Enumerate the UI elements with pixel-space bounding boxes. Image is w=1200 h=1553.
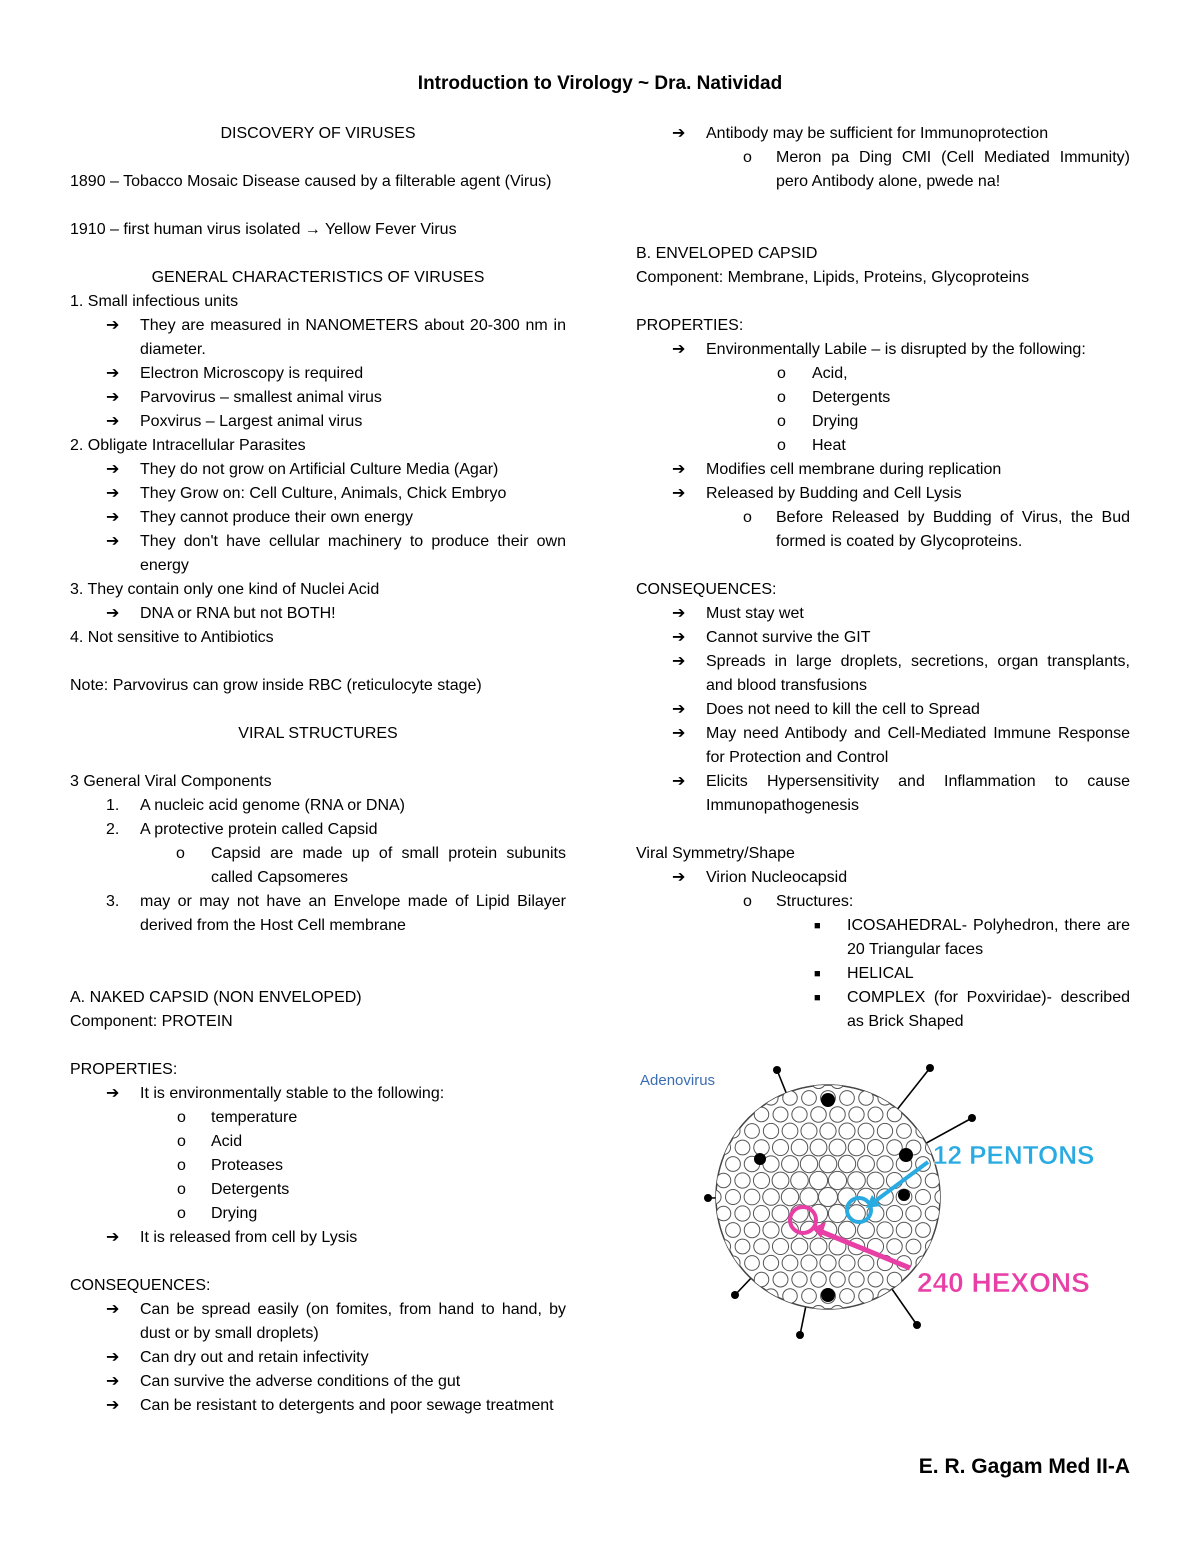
arrow-icon: ➔ (672, 629, 686, 646)
list-item: ➔ They are measured in NANOMETERS about 20-300 nm in diameter. (70, 314, 566, 362)
list-item: ➔ Elicits Hypersensitivity and Inflammation to cause Immunopathogenesis (636, 770, 1130, 818)
hexon-capsomere (848, 1172, 866, 1190)
hexon-capsomere (735, 1239, 750, 1254)
discovery-heading: DISCOVERY OF VIRUSES (220, 125, 416, 142)
hexon-capsomere (838, 1155, 855, 1172)
hexon-capsomere (782, 1123, 798, 1139)
naked-properties-heading: PROPERTIES: (70, 1061, 178, 1078)
hexon-capsomere (791, 1139, 808, 1156)
hexon-capsomere (801, 1255, 817, 1271)
list-item: ➔ They Grow on: Cell Culture, Animals, Chick Embryo (70, 482, 566, 506)
hexon-capsomere (916, 1223, 931, 1238)
list-item: o Acid, (636, 362, 1130, 386)
hexon-capsomere (886, 1205, 902, 1221)
hexon-capsomere (745, 1124, 760, 1139)
hexon-capsomere (830, 1107, 845, 1122)
hexon-capsomere (792, 1107, 807, 1122)
characteristic-1: 1. Small infectious units (70, 293, 239, 310)
left-column (70, 98, 566, 1418)
bullet-o-icon: o (177, 1181, 186, 1198)
list-item: ➔ Can be resistant to detergents and poor sewage treatment (70, 1394, 566, 1418)
arrow-icon: ➔ (106, 365, 120, 382)
hexon-capsomere (745, 1256, 760, 1271)
hexon-capsomere (925, 1239, 939, 1253)
arrow-icon: ➔ (672, 725, 686, 742)
arrow-icon: ➔ (672, 605, 686, 622)
hexon-capsomere (772, 1139, 788, 1155)
list-item: ➔ Antibody may be sufficient for Immunoprotection (636, 122, 1130, 146)
hexon-capsomere (828, 1204, 846, 1222)
hexon-capsomere (716, 1206, 731, 1221)
hexon-capsomere (782, 1156, 799, 1173)
enveloped-capsid-heading: B. ENVELOPED CAPSID (636, 245, 818, 262)
hexon-capsomere (735, 1140, 750, 1155)
list-item: 3. may or may not have an Envelope made of Lipid Bilayer derived from the Host Cell membrane (70, 890, 566, 938)
hexon-capsomere (819, 1188, 838, 1207)
hexon-capsomere (849, 1107, 864, 1122)
arrow-icon: ➔ (106, 1373, 120, 1390)
list-item: ➔ It is environmentally stable to the following: (70, 1082, 566, 1106)
hexon-capsomere (811, 1074, 825, 1088)
arrow-icon: ➔ (672, 125, 686, 142)
list-item: ➔ Released by Budding and Cell Lysis (636, 482, 1130, 506)
list-item: ➔ Parvovirus – smallest animal virus (70, 386, 566, 410)
list-number: 3. (106, 893, 120, 910)
bullet-o-icon: o (177, 1157, 186, 1174)
hexon-capsomere (839, 1123, 855, 1139)
hexon-capsomere (802, 1289, 817, 1304)
hexon-capsomere (830, 1305, 844, 1319)
list-item: ➔ Does not need to kill the cell to Spread (636, 698, 1130, 722)
square-bullet-icon: ■ (814, 992, 821, 1004)
arrow-icon: ➔ (106, 509, 120, 526)
hexon-capsomere (801, 1123, 817, 1139)
hexon-capsomere (744, 1222, 759, 1237)
list-item: ➔ DNA or RNA but not BOTH! (70, 602, 566, 626)
hexon-capsomere (735, 1206, 750, 1221)
hexon-capsomere (716, 1173, 731, 1188)
list-item: o Capsid are made up of small protein subunits called Capsomeres (70, 842, 566, 890)
hexon-capsomere (773, 1107, 788, 1122)
list-item: o Heat (636, 434, 1130, 458)
hexon-capsomere (782, 1255, 798, 1271)
hexon-capsomere (772, 1238, 788, 1254)
arrow-icon: ➔ (672, 869, 686, 886)
square-bullet-icon: ■ (814, 920, 821, 932)
list-item: o Drying (636, 410, 1130, 434)
hexon-capsomere (802, 1091, 817, 1106)
hexon-capsomere (810, 1238, 827, 1255)
hexon-capsomere (773, 1272, 788, 1287)
hexon-capsomere (772, 1205, 789, 1222)
pentons-label: 12 PENTONS (933, 1140, 1095, 1170)
arrow-icon: ➔ (106, 485, 120, 502)
hexon-capsomere (811, 1107, 826, 1122)
list-item: ➔ It is released from cell by Lysis (70, 1226, 566, 1250)
list-item: ➔ Can dry out and retain infectivity (70, 1346, 566, 1370)
page-title: Introduction to Virology ~ Dra. Natividad (417, 73, 783, 94)
hexon-capsomere (763, 1123, 778, 1138)
arrow-icon: ➔ (106, 1301, 120, 1318)
hexon-capsomere (858, 1255, 874, 1271)
hexon-capsomere (753, 1205, 769, 1221)
hexon-capsomere (744, 1189, 760, 1205)
list-item: ➔ They don't have cellular machinery to produce their own energy (70, 530, 566, 578)
hexon-capsomere (754, 1140, 769, 1155)
list-item: o Meron pa Ding CMI (Cell Mediated Immunity) pero Antibody alone, pwede na! (636, 146, 1130, 194)
characteristic-4: 4. Not sensitive to Antibiotics (70, 629, 274, 646)
hexon-capsomere (877, 1222, 893, 1238)
hexon-capsomere (887, 1239, 902, 1254)
hexon-capsomere (800, 1155, 817, 1172)
list-item: ➔ Environmentally Labile – is disrupted by the following: (636, 338, 1130, 362)
hexon-capsomere (735, 1173, 750, 1188)
enveloped-consequences-heading: CONSEQUENCES: (636, 581, 777, 598)
figure-title: Adenovirus (640, 1072, 716, 1089)
list-item: o Proteases (70, 1154, 566, 1178)
hexon-capsomere (753, 1172, 769, 1188)
hexon-capsomere (810, 1139, 827, 1156)
hexon-capsomere (791, 1172, 809, 1190)
list-item: ➔ They cannot produce their own energy (70, 506, 566, 530)
hexon-capsomere (858, 1222, 875, 1239)
bullet-o-icon: o (777, 413, 786, 430)
arrow-icon: ➔ (106, 1397, 120, 1414)
hexon-capsomere (887, 1107, 902, 1122)
hexon-capsomere (868, 1107, 883, 1122)
hexon-capsomere (897, 1124, 912, 1139)
list-item: ➔ May need Antibody and Cell-Mediated Immune Response for Protection and Control (636, 722, 1130, 770)
list-item: ■ ICOSAHEDRAL- Polyhedron, there are 20 Triangular faces (636, 914, 1130, 962)
hexon-capsomere (726, 1157, 741, 1172)
list-item: ➔ Modifies cell membrane during replication (636, 458, 1130, 482)
arrow-icon: ➔ (672, 773, 686, 790)
hexon-capsomere (754, 1107, 769, 1122)
bullet-o-icon: o (777, 389, 786, 406)
discovery-1890: 1890 – Tobacco Mosaic Disease caused by a filterable agent (Virus) (70, 173, 552, 190)
viral-structures-heading: VIRAL STRUCTURES (238, 725, 398, 742)
list-item: ➔ Spreads in large droplets, secretions, organ transplants, and blood transfusions (636, 650, 1130, 698)
hexon-capsomere (820, 1255, 836, 1271)
list-item: ➔ Cannot survive the GIT (636, 626, 1130, 650)
list-item: 1. A nucleic acid genome (RNA or DNA) (70, 794, 566, 818)
hexon-capsomere (791, 1238, 808, 1255)
characteristic-3: 3. They contain only one kind of Nuclei Acid (70, 581, 380, 598)
hexon-capsomere (868, 1272, 883, 1287)
hexon-capsomere (763, 1222, 779, 1238)
adenovirus-figure (630, 1060, 1095, 1345)
hexon-capsomere (811, 1272, 826, 1287)
hexon-capsomere (867, 1139, 883, 1155)
list-item: ➔ They do not grow on Artificial Culture Media (Agar) (70, 458, 566, 482)
hexons-label: 240 HEXONS (917, 1267, 1090, 1298)
hexon-capsomere (935, 1190, 949, 1204)
symmetry-heading: Viral Symmetry/Shape (636, 845, 795, 862)
hexon-capsomere (840, 1091, 855, 1106)
list-item: o Structures: (636, 890, 1130, 914)
bullet-o-icon: o (743, 509, 752, 526)
hexon-capsomere (925, 1173, 940, 1188)
hexon-capsomere (819, 1155, 837, 1173)
hexon-capsomere (763, 1255, 778, 1270)
components-heading: 3 General Viral Components (70, 773, 272, 790)
hexon-capsomere (916, 1190, 931, 1205)
arrow-icon: ➔ (106, 413, 120, 430)
arrow-icon: ➔ (672, 461, 686, 478)
bullet-o-icon: o (743, 893, 752, 910)
arrow-icon: ➔ (672, 653, 686, 670)
bullet-o-icon: o (777, 365, 786, 382)
hexon-capsomere (838, 1221, 855, 1238)
hexon-capsomere (829, 1139, 846, 1156)
bullet-o-icon: o (177, 1109, 186, 1126)
hexon-capsomere (800, 1188, 818, 1206)
hexon-capsomere (830, 1272, 845, 1287)
naked-consequences-heading: CONSEQUENCES: (70, 1277, 211, 1294)
list-item: o Drying (70, 1202, 566, 1226)
bullet-o-icon: o (777, 437, 786, 454)
arrow-icon: ➔ (106, 1229, 120, 1246)
hexon-capsomere (772, 1172, 789, 1189)
hexon-capsomere (726, 1256, 740, 1270)
discovery-1910: 1910 – first human virus isolated → Yellow Fever Virus (70, 221, 457, 238)
hexon-capsomere (839, 1255, 855, 1271)
enveloped-properties-heading: PROPERTIES: (636, 317, 744, 334)
arrow-icon: ➔ (672, 341, 686, 358)
hexon-capsomere (754, 1272, 769, 1287)
list-item: o Acid (70, 1130, 566, 1154)
list-item: ■ HELICAL (636, 962, 1130, 986)
hexon-capsomere (809, 1171, 827, 1189)
hexon-capsomere (716, 1239, 730, 1253)
hexon-capsomere (867, 1172, 884, 1189)
arrow-icon: ➔ (106, 605, 120, 622)
author-footer: E. R. Gagam Med II-A (918, 1455, 1130, 1478)
hexon-capsomere (726, 1223, 741, 1238)
arrow-icon: ➔ (106, 389, 120, 406)
list-number: 2. (106, 821, 120, 838)
arrow-icon: ➔ (106, 1349, 120, 1366)
arrow-icon: ➔ (106, 461, 120, 478)
general-characteristics-heading: GENERAL CHARACTERISTICS OF VIRUSES (151, 269, 485, 286)
list-item: ➔ Can be spread easily (on fomites, from hand to hand, by dust or by small droplets) (70, 1298, 566, 1346)
hexon-capsomere (792, 1272, 807, 1287)
hexon-capsomere (811, 1305, 825, 1319)
hexon-capsomere (858, 1123, 874, 1139)
hexon-capsomere (781, 1188, 798, 1205)
hexon-capsomere (906, 1206, 921, 1221)
arrow-icon: ➔ (106, 317, 120, 334)
hexon-capsomere (830, 1074, 844, 1088)
naked-capsid-heading: A. NAKED CAPSID (NON ENVELOPED) (70, 989, 362, 1006)
arrow-icon: ➔ (106, 533, 120, 550)
list-item: o Before Released by Budding of Virus, the Bud formed is coated by Glycoproteins. (636, 506, 1130, 554)
list-item: ➔ Poxvirus – Largest animal virus (70, 410, 566, 434)
hexon-capsomere (887, 1272, 902, 1287)
list-item: 2. A protective protein called Capsid (70, 818, 566, 842)
list-item: ■ COMPLEX (for Poxviridae)- described as Brick Shaped (636, 986, 1130, 1034)
hexon-capsomere (877, 1156, 893, 1172)
bullet-o-icon: o (177, 1133, 186, 1150)
list-item: o Detergents (636, 386, 1130, 410)
list-item: ➔ Can survive the adverse conditions of the gut (70, 1370, 566, 1394)
hexon-capsomere (848, 1139, 865, 1156)
hexon-capsomere (916, 1124, 930, 1138)
square-bullet-icon: ■ (814, 968, 821, 980)
hexon-capsomere (925, 1206, 940, 1221)
hexon-capsomere (858, 1156, 875, 1173)
hexon-capsomere (820, 1123, 836, 1139)
list-item: o temperature (70, 1106, 566, 1130)
hexon-capsomere (840, 1289, 855, 1304)
note: Note: Parvovirus can grow inside RBC (reticulocyte stage) (70, 677, 482, 694)
list-item: ➔ Electron Microscopy is required (70, 362, 566, 386)
hexon-capsomere (726, 1190, 741, 1205)
list-item: o Detergents (70, 1178, 566, 1202)
right-column (636, 98, 1130, 1034)
hexon-capsomere (896, 1222, 911, 1237)
enveloped-capsid-component: Component: Membrane, Lipids, Proteins, Glycoproteins (636, 269, 1030, 286)
naked-capsid-component: Component: PROTEIN (70, 1013, 233, 1030)
bullet-o-icon: o (743, 149, 752, 166)
hexon-capsomere (828, 1171, 846, 1189)
hexon-capsomere (726, 1124, 740, 1138)
hexon-capsomere (716, 1140, 730, 1154)
hexon-capsomere (877, 1123, 892, 1138)
arrow-icon: ➔ (672, 485, 686, 502)
hexon-capsomere (849, 1272, 864, 1287)
hexon-capsomere (763, 1189, 780, 1206)
arrow-icon: ➔ (672, 701, 686, 718)
list-number: 1. (106, 797, 120, 814)
characteristic-2: 2. Obligate Intracellular Parasites (70, 437, 306, 454)
bullet-o-icon: o (176, 845, 185, 862)
bullet-o-icon: o (177, 1205, 186, 1222)
arrow-icon: ➔ (106, 1085, 120, 1102)
list-item: ➔ Virion Nucleocapsid (636, 866, 1130, 890)
hexon-capsomere (754, 1239, 769, 1254)
list-item: ➔ Must stay wet (636, 602, 1130, 626)
hexon-capsomere (906, 1239, 921, 1254)
adenovirus-diagram (630, 1060, 1095, 1345)
